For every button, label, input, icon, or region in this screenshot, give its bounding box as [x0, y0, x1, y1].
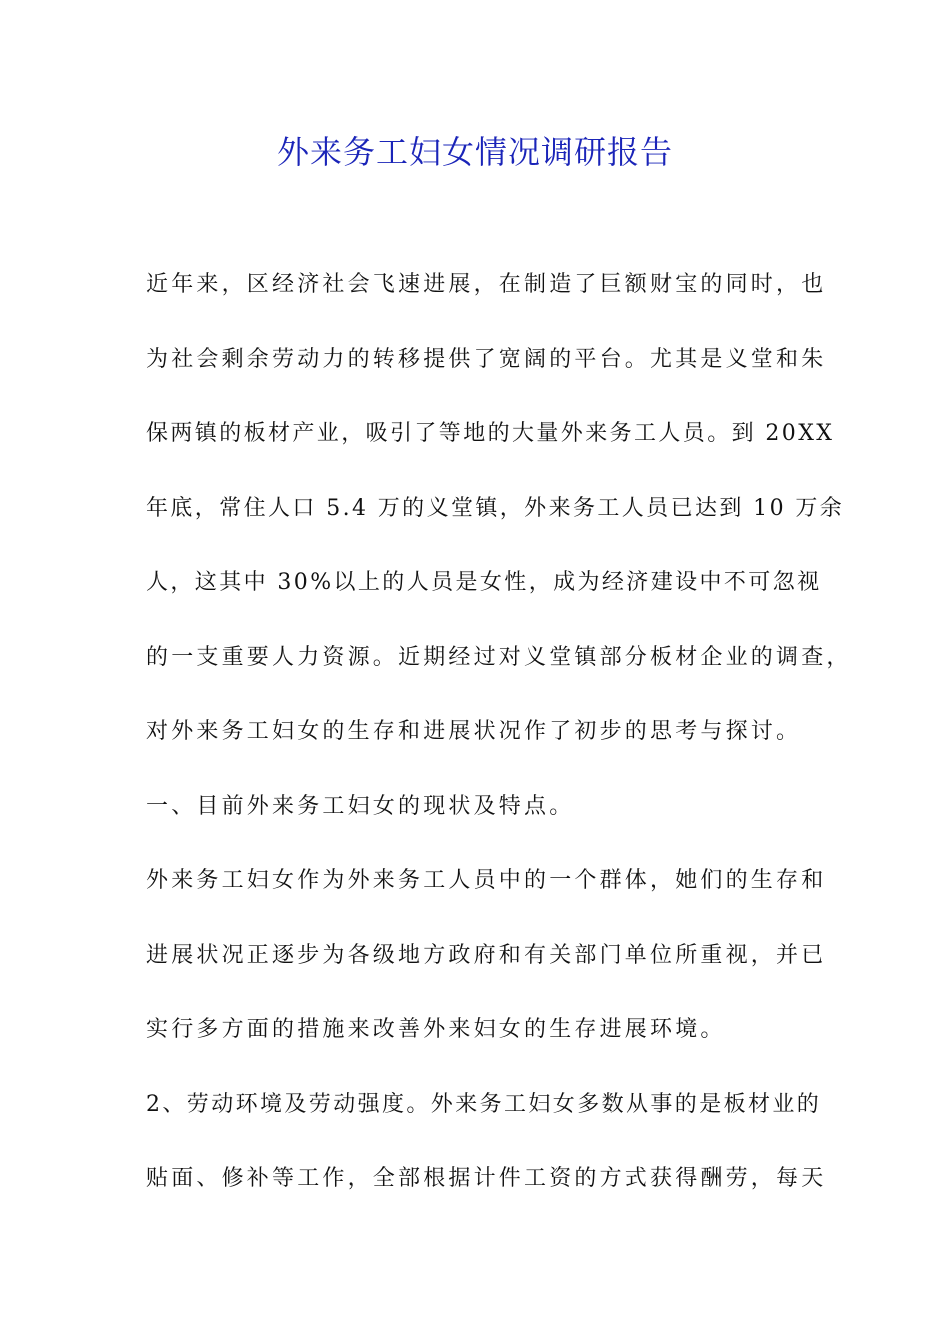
paragraph-line-4: 年底，常住人口 5.4 万的义堂镇，外来务工人员已达到 10 万余 [146, 495, 845, 521]
paragraph-line-12: 贴面、修补等工作，全部根据计件工资的方式获得酬劳，每天 [146, 1166, 827, 1191]
document-body [146, 262, 852, 1231]
paragraph-line-5: 人，这其中 30%以上的人员是女性，成为经济建设中不可忽视 [146, 570, 822, 595]
paragraph-line-10: 实行多方面的措施来改善外来妇女的生存进展环境。 [146, 1017, 726, 1042]
paragraph-line-11: 2、劳动环境及劳动强度。外来务工妇女多数从事的是板材业的 [146, 1091, 822, 1117]
document-title: 外来务工妇女情况调研报告 [276, 133, 673, 171]
paragraph-line-3: 保两镇的板材产业，吸引了等地的大量外来务工人员。到 20XX [146, 421, 835, 446]
section-heading-1: 一、目前外来务工妇女的现状及特点。 [146, 793, 575, 819]
paragraph-line-6: 的一支重要人力资源。近期经过对义堂镇部分板材企业的调查， [146, 644, 852, 670]
paragraph-line-7: 对外来务工妇女的生存和进展状况作了初步的思考与探讨。 [146, 719, 802, 744]
paragraph-line-9: 进展状况正逐步为各级地方政府和有关部门单位所重视，并已 [146, 942, 827, 968]
paragraph-line-8: 外来务工妇女作为外来务工人员中的一个群体，她们的生存和 [146, 868, 827, 893]
paragraph-line-1: 近年来，区经济社会飞速进展，在制造了巨额财宝的同时，也 [146, 272, 827, 297]
paragraph-line-2: 为社会剩余劳动力的转移提供了宽阔的平台。尤其是义堂和朱 [146, 346, 827, 372]
